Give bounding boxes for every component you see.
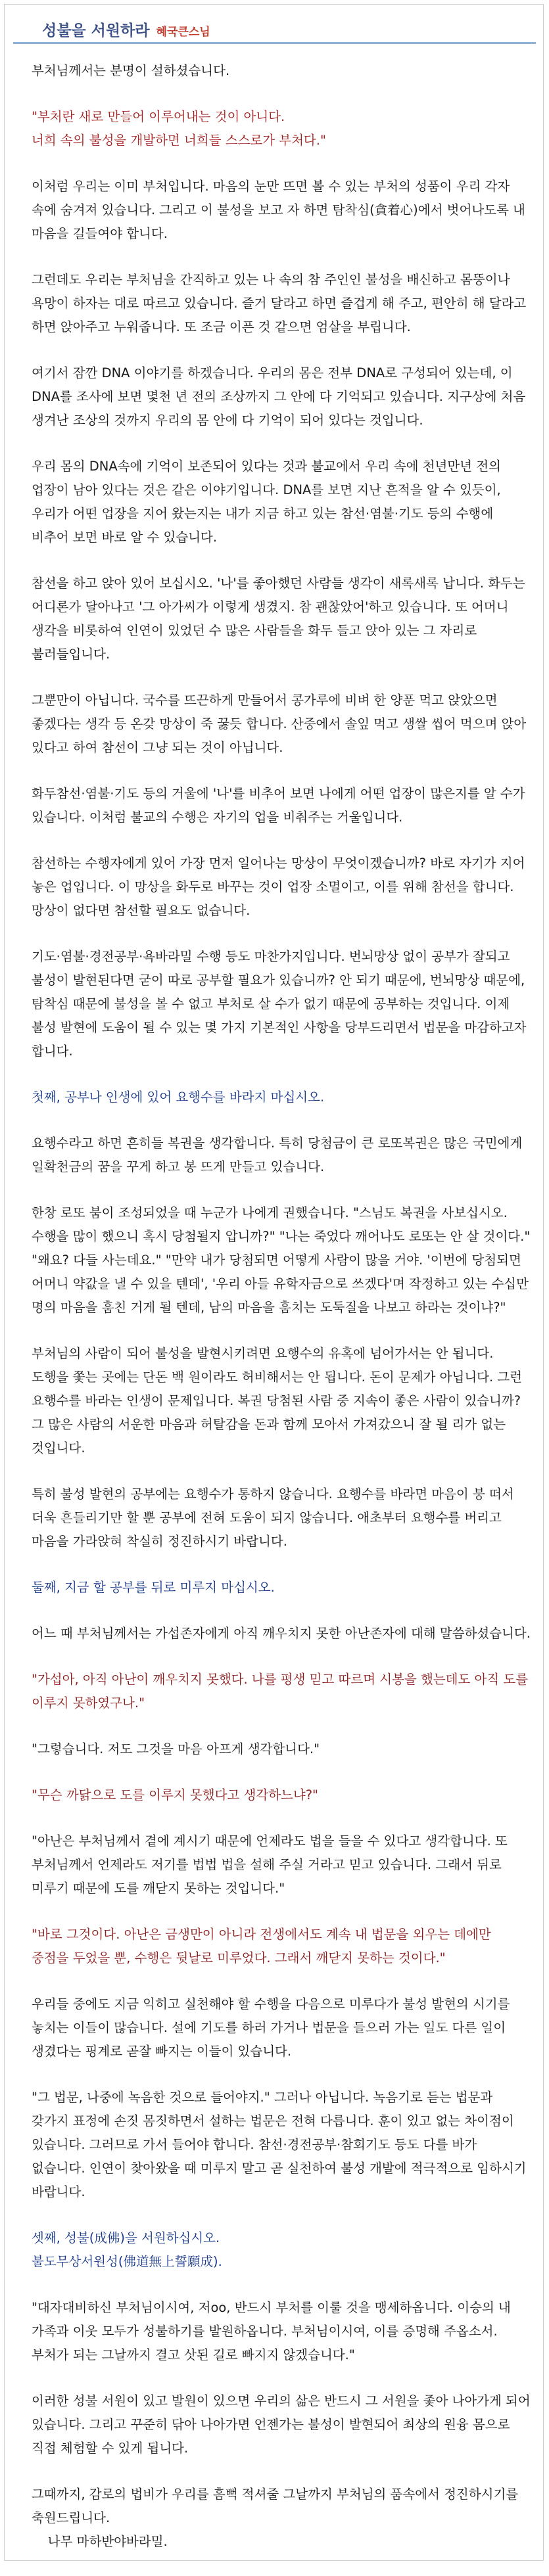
- paragraph: 여기서 잠깐 DNA 이야기를 하겠습니다. 우리의 몸은 전부 DNA로 구성되어 있는데, 이 DNA를 조사에 보면 몇천 년 전의 조상까지 그 안에 다 기억되고 있습니다. 지구상에 처음 생겨난 조상의 것까지 우리의 몸 안에 다 기억이 되어 있다는 것입니다.: [32, 365, 530, 428]
- paragraph: "대자대비하신 부처님이시여, 저oo, 반드시 부처를 이룰 것을 맹세하옵니다. 이승의 내 가족과 이웃 모두가 성불하기를 발원하옵니다. 부처님이시여, 이를 증명해 주옵소서. 부처가 되는 그날까지 결고 삿된 길로 빠지지 않겠습니다.": [32, 2300, 515, 2362]
- paragraph: 부처님께서는 분명이 설하셨습니다.: [32, 63, 230, 78]
- paragraph: "아난은 부처님께서 곁에 계시기 때문에 언제라도 법을 들을 수 있다고 생각합니다. 또 부처님께서 언제라도 저기를 법법 법을 설해 주실 거라고 믿고 있습니다. 그래서 뒤로 미루기 때문에 도를 깨닫지 못하는 것입니다.": [32, 1833, 512, 1896]
- section-heading: 셋째, 성불(成佛)을 서원하십시오. 불도무상서원성(佛道無上誓願成).: [32, 2230, 222, 2269]
- quoted-paragraph: "부처란 새로 만들어 이루어내는 것이 아니다. 너희 속의 불성을 개발하면 너희들 스스로가 부처다.": [32, 109, 326, 148]
- paragraph: 기도·염불·경전공부·욕바라밀 수행 등도 마찬가지입니다. 번뇌망상 없이 공부가 잘되고 불성이 발현된다면 굳이 따로 공부할 필요가 있습니까? 안 되기 때문에, 번뇌망상 때문에, 탐착심 때문에 불성을 볼 수 없고 부처로 살 수가 없기 때문에 공부하는 것입니다. 이제 불성 발현에 도움이 될 수 있는 몇 가지 기본적인 사항을 당부드리면서 법문을 마감하고자 합니다.: [32, 949, 531, 1059]
- paragraph: 요행수라고 하면 흔히들 복권을 생각합니다. 특히 당첨금이 큰 로또복권은 많은 국민에게 일확천금의 꿈을 꾸게 하고 봉 뜨게 만들고 있습니다.: [32, 1136, 527, 1174]
- paragraph: 그때까지, 감로의 법비가 우리를 흠뻑 적셔줄 그날까지 부처님의 품속에서 정진하시기를 축원드립니다. 나무 마하반야바라밀.: [32, 2487, 519, 2549]
- title-text: 성불을 서원하라: [42, 22, 150, 39]
- paragraph: "그렇습니다. 저도 그것을 마음 아프게 생각합니다.": [32, 1741, 320, 1757]
- article-body: [32, 59, 535, 2576]
- section-heading: 둘째, 지금 할 공부를 뒤로 미루지 마십시오.: [32, 1580, 275, 1595]
- paragraph: "그 법문, 나중에 녹음한 것으로 들어야지." 그러나 아닙니다. 녹음기로 듣는 법문과 갖가지 표정에 손짓 몸짓하면서 설하는 법문은 전혀 다릅니다. 훈이 있고 없는 차이점이 있습니다. 그러므로 가서 들어야 합니다. 참선·경전공부·참회기도 등도 다를 바가 없습니다. 인연이 찾아왔을 때 미루지 말고 곧 실천하여 불성 개발에 적극적으로 임하시기 바랍니다.: [32, 2090, 531, 2199]
- paragraph: 그런데도 우리는 부처님을 간직하고 있는 나 속의 참 주인인 불성을 배신하고 몸뚱이나 욕망이 하자는 대로 따르고 있습니다. 즐거 달라고 하면 즐겁게 해 주고, 편안히 해 달라고 하면 앉아주고 누워줍니다. 또 조금 이픈 것 같으면 엄살을 부립니다.: [32, 272, 531, 334]
- paragraph: 우리 몸의 DNA속에 기억이 보존되어 있다는 것과 불교에서 우리 속에 천년만년 전의 업장이 남아 있다는 것은 같은 이야기입니다. DNA를 보면 지난 흔적을 알 수 있듯이, 우리가 어떤 업장을 지어 왔는지는 내가 지금 하고 있는 참선·염불·기도 등의 수행에 비추어 보면 바로 알 수 있습니다.: [32, 459, 506, 545]
- page-title: [42, 18, 210, 40]
- paragraph: 화두참선·염불·기도 등의 거울에 '나'를 비추어 보면 나에게 어떤 업장이 많은지를 알 수가 있습니다. 이처럼 불교의 수행은 자기의 업을 비춰주는 거울입니다.: [32, 786, 529, 825]
- paragraph: 이러한 성불 서원이 있고 발원이 있으면 우리의 삶은 반드시 그 서원을 좇아 나아가게 되어 있습니다. 그리고 꾸준히 닦아 나아가면 언젠가는 불성이 발현되어 최상의 원융 몸으로 직접 체험할 수 있게 됩니다.: [32, 2393, 535, 2456]
- quoted-paragraph: "가섭아, 아직 아난이 깨우치지 못했다. 나를 평생 믿고 따르며 시봉을 했는데도 아직 도를 이루지 못하였구나.": [32, 1672, 533, 1711]
- paragraph: 참선을 하고 앉아 있어 보십시오. '나'를 좋아했던 사람들 생각이 새록새록 납니다. 화두는 어디론가 달아나고 '그 아가씨가 이렇게 생겼지. 참 괜찮았어'하고 있습니다. 또 어머니 생각을 비롯하여 인연이 있었던 수 많은 사람들을 화두 들고 앉아 있는 그 자리로 불러들입니다.: [32, 576, 529, 662]
- paragraph: 이처럼 우리는 이미 부처입니다. 마음의 눈만 뜨면 볼 수 있는 부처의 성품이 우리 각자 속에 숨겨져 있습니다. 그리고 이 불성을 보고 자 하면 탐착심(貪着心)에서 벗어나도록 내 마음을 길들여야 합니다.: [32, 179, 530, 241]
- paragraph: 우리들 중에도 지금 익히고 실천해야 할 수행을 다음으로 미루다가 불성 발현의 시기를 놓치는 이들이 많습니다. 설에 기도를 하러 가거나 법문을 들으러 가는 일도 다른 일이 생겼다는 핑계로 곧잘 빠지는 이들이 있습니다.: [32, 1996, 514, 2059]
- paragraph: 특히 불성 발현의 공부에는 요행수가 통하지 않습니다. 요행수를 바라면 마음이 붕 떠서 더욱 흔들리기만 할 뿐 공부에 전혀 도움이 되지 않습니다. 애초부터 요행수를 버리고 마음을 가라앉혀 착실히 정진하시기 바랍니다.: [32, 1486, 518, 1549]
- paragraph: 부처님의 사람이 되어 불성을 발현시키려면 요행수의 유혹에 넘어가서는 안 됩니다. 도행을 쫓는 곳에는 단돈 백 원이라도 허비해서는 안 됩니다. 돈이 문제가 아닙니다. 그런 요행수를 바라는 인생이 문제입니다. 복권 당첨된 사람 중 지속이 좋은 사람이 있습니까? 그 많은 사람의 서운한 마음과 허탈감을 돈과 함께 모아서 가져갔으니 잘 될 리가 없는 것입니다.: [32, 1346, 527, 1456]
- paragraph: 참선하는 수행자에게 있어 가장 먼저 일어나는 망상이 무엇이겠습니까? 바로 자기가 지어 놓은 업입니다. 이 망상을 화두로 바꾸는 것이 업장 소멸이고, 이를 위해 참선을 합니다. 망상이 없다면 참선할 필요도 없습니다.: [32, 856, 529, 918]
- paragraph: 그뿐만이 아닙니다. 국수를 뜨끈하게 만들어서 콩가루에 비벼 한 양푼 먹고 앉았으면 좋겠다는 생각 등 온갖 망상이 죽 꿇듯 합니다. 산중에서 솔잎 먹고 생쌀 씹어 먹으며 앉아 있다고 하여 참선이 그냥 되는 것이 아닙니다.: [32, 693, 531, 755]
- section-heading: 첫째, 공부나 인생에 있어 요행수를 바라지 마십시오.: [32, 1090, 325, 1105]
- quoted-paragraph: "바로 그것이다. 아난은 금생만이 아니라 전생에서도 계속 내 법문을 외우는 데에만 중점을 두었을 뿐, 수행은 뒷날로 미루었다. 그래서 깨닫지 못하는 것이다.": [32, 1927, 495, 1966]
- paragraph: 한창 로또 붐이 조성되었을 때 누군가 나에게 권했습니다. "스님도 복권을 사보십시오. 수행을 많이 했으니 혹시 당첨될지 압니까?" "나는 죽었다 깨어나도 로또는 안 살 것이다." "왜요? 다들 사는데요." "만약 내가 당첨되면 어떻게 사람이 많을 거야. '이번에 당첨되면 어머니 약값을 낼 수 있을 텐데', '우리 아들 유학자금으로 쓰겠다'며 작정하고 있는 수십만 명의 마음을 훔친 거게 될 텐데, 남의 마음을 훔치는 도둑질을 나보고 하라는 것이냐?": [32, 1205, 535, 1315]
- paragraph: 어느 때 부처님께서는 가섭존자에게 아직 깨우치지 못한 아난존자에 대해 말씀하셨습니다.: [32, 1626, 531, 1641]
- author-name: 혜국큰스님: [156, 26, 210, 39]
- title-bar: [13, 9, 536, 44]
- quoted-paragraph: "무슨 까닭으로 도를 이루지 못했다고 생각하느냐?": [32, 1787, 319, 1803]
